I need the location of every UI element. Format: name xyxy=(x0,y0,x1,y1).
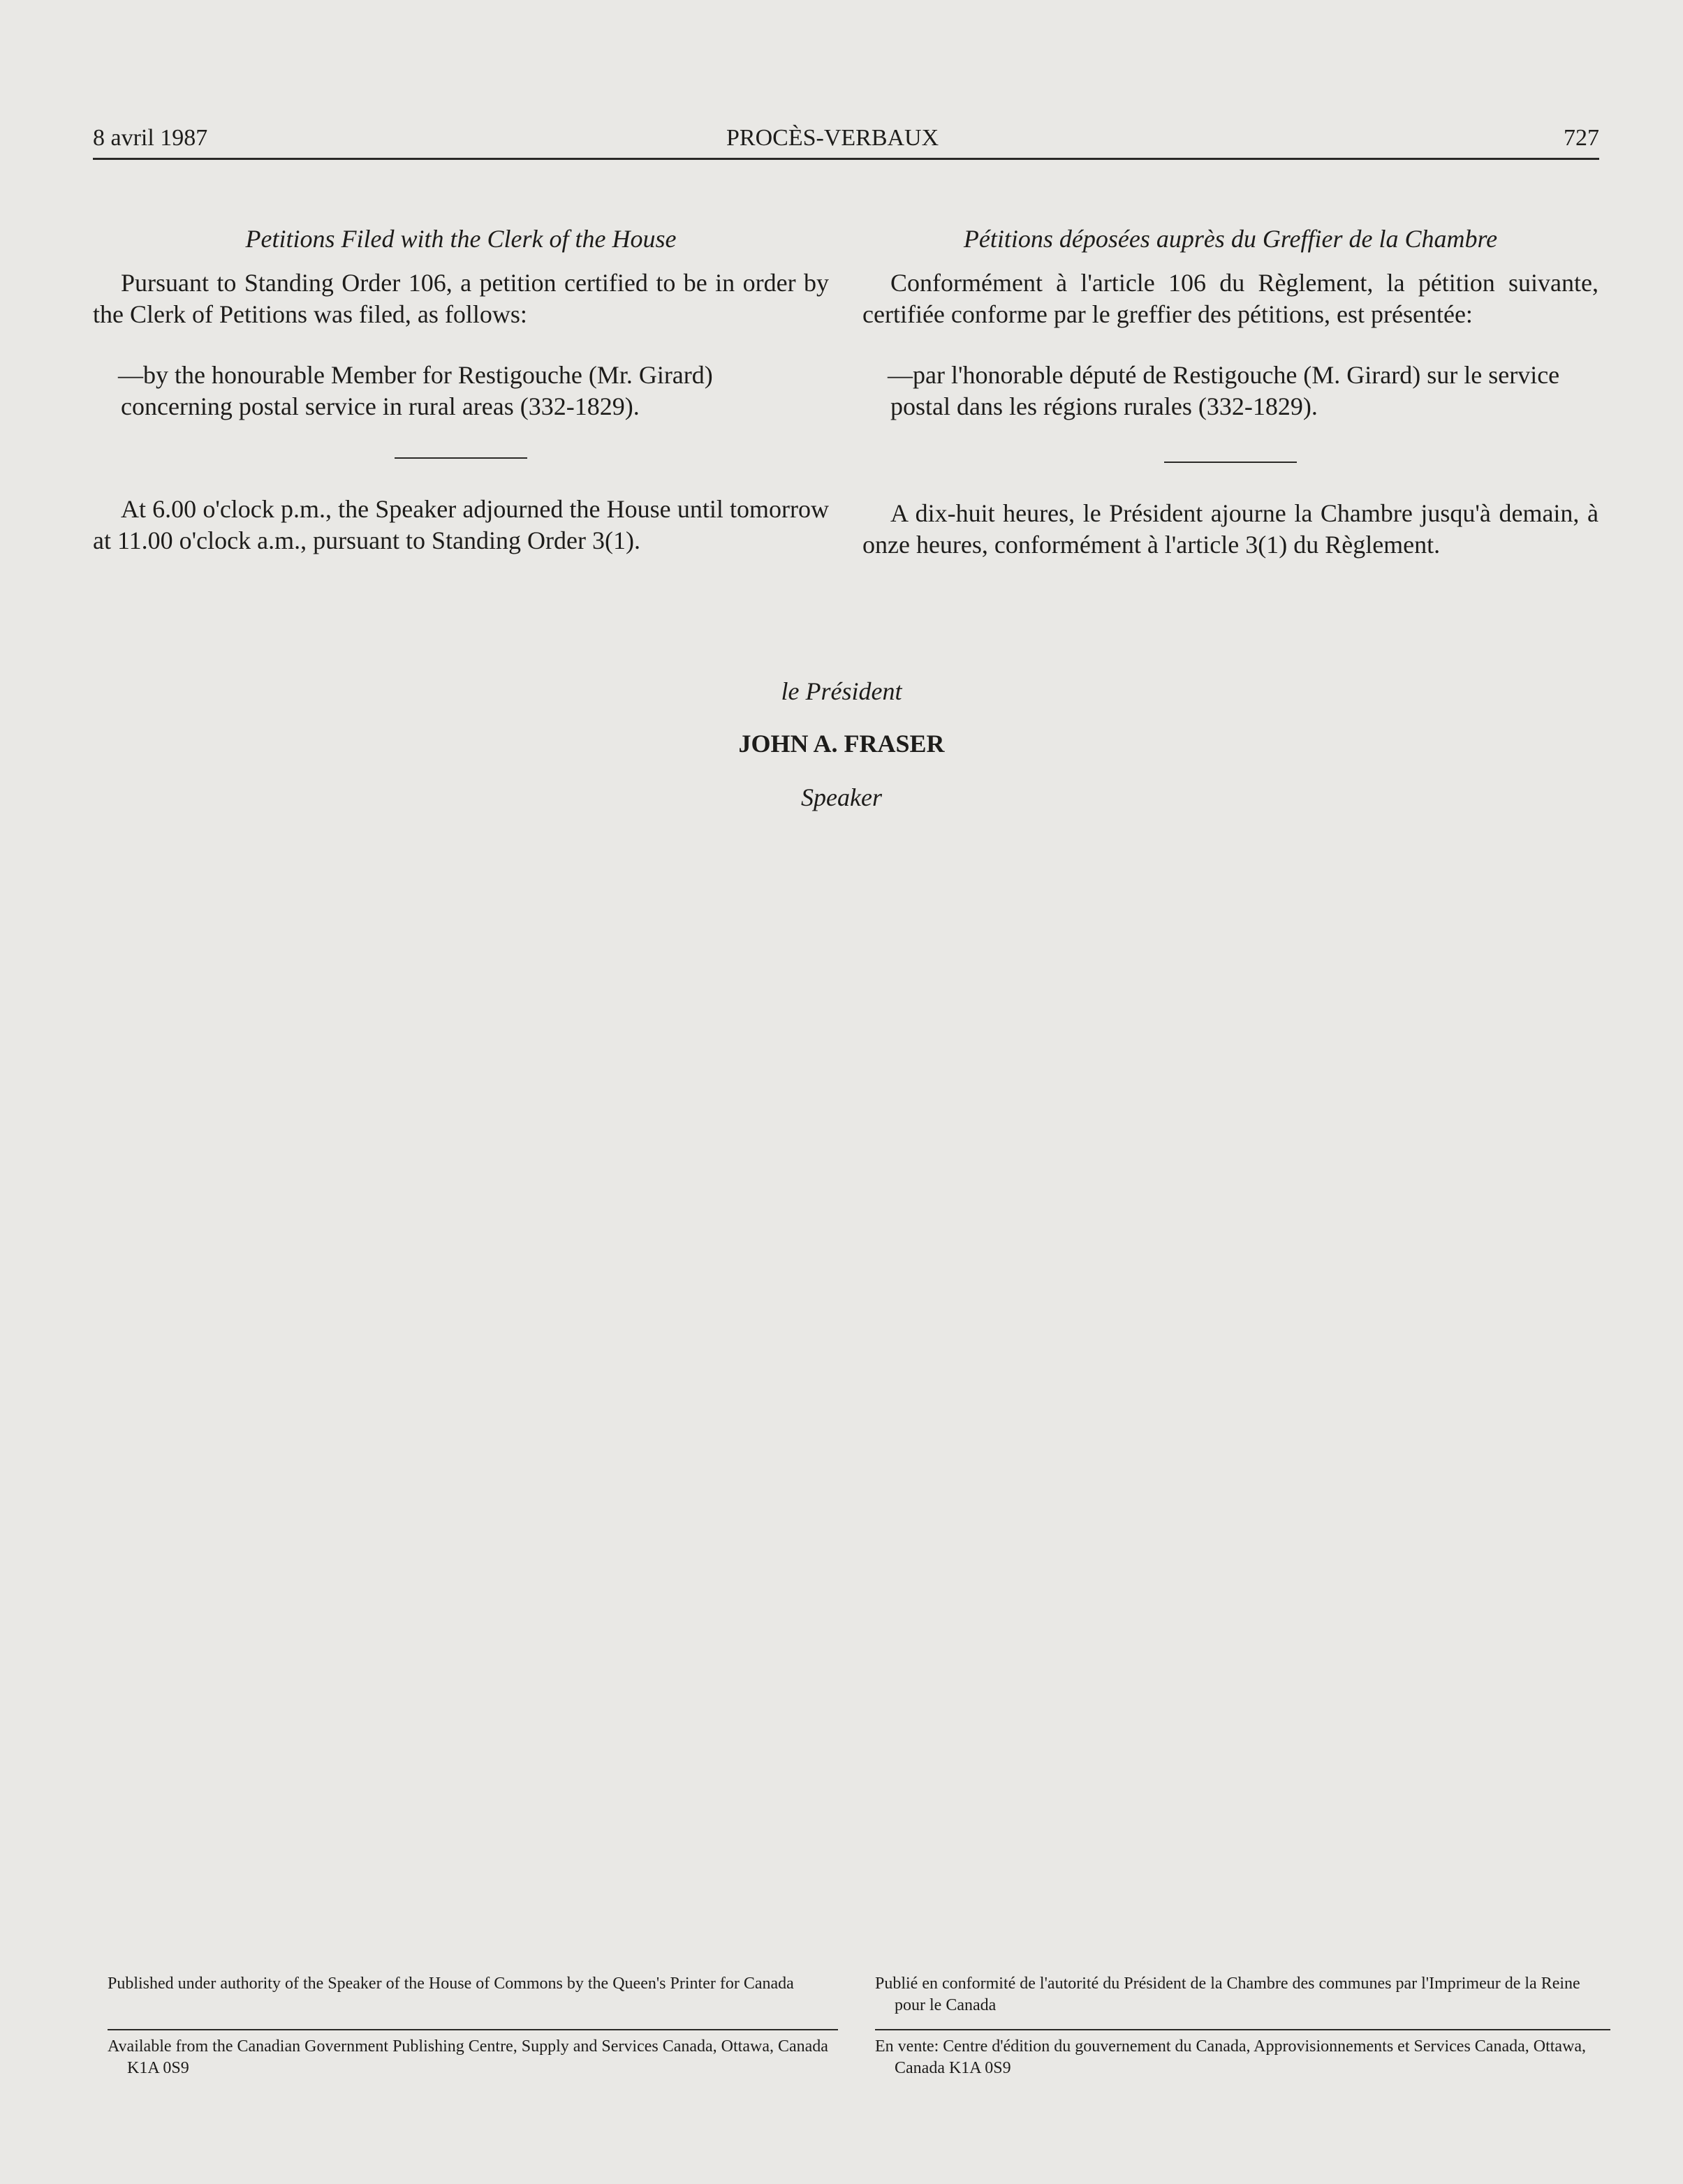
header-title: PROCÈS-VERBAUX xyxy=(726,125,939,151)
footer-published-english xyxy=(108,1973,838,1995)
french-column xyxy=(862,223,1599,561)
header-date: 8 avril 1987 xyxy=(93,125,208,151)
french-adjournment-paragraph: A dix-huit heures, le Président ajourne la Chambre jusqu'à demain, à onze heures, conformément à l'article 3(1) du Règlement. xyxy=(862,499,1599,559)
footer-published-french xyxy=(875,1973,1610,2016)
signature-name: JOHN A. FRASER xyxy=(738,730,945,758)
english-separator-rule xyxy=(395,457,527,459)
show-through-decoration xyxy=(70,887,89,975)
footer-availability-french xyxy=(875,2036,1610,2079)
signature-role-french: le Président xyxy=(781,677,902,705)
english-column xyxy=(93,223,829,556)
footer-availability-french-text: En vente: Centre d'édition du gouvernement du Canada, Approvisionnements et Services Canada, Ottawa, Canada K1A 0S9 xyxy=(875,2037,1587,2077)
header-rule xyxy=(93,158,1599,160)
footer-rule-french xyxy=(875,2029,1610,2030)
footer-published-english-text: Published under authority of the Speaker of the House of Commons by the Queen's Printer for Canada xyxy=(108,1975,794,1993)
english-section-title: Petitions Filed with the Clerk of the House xyxy=(245,225,677,253)
footer-published-french-text: Publié en conformité de l'autorité du Président de la Chambre des communes par l'Imprimeur de la Reine pour le Canada xyxy=(875,1975,1580,2014)
french-separator-rule xyxy=(1164,462,1297,463)
footer-availability-english xyxy=(108,2036,838,2079)
english-adjournment-paragraph: At 6.00 o'clock p.m., the Speaker adjourned the House until tomorrow at 11.00 o'clock a.m., pursuant to Standing Order 3(1). xyxy=(93,495,829,554)
french-petition-item: —par l'honorable député de Restigouche (M. Girard) sur le service postal dans les régions rurales (332-1829). xyxy=(888,361,1560,420)
signature-role-english: Speaker xyxy=(801,783,882,811)
french-section-title: Pétitions déposées auprès du Greffier de la Chambre xyxy=(963,225,1498,253)
english-petition-item: —by the honourable Member for Restigouche (Mr. Girard) concerning postal service in rural areas (332-1829). xyxy=(118,361,713,420)
french-intro-paragraph: Conformément à l'article 106 du Règlement, la pétition suivante, certifiée conforme par le greffier des pétitions, est présentée: xyxy=(862,269,1599,328)
page-number: 727 xyxy=(1564,125,1599,151)
english-intro-paragraph: Pursuant to Standing Order 106, a petition certified to be in order by the Clerk of Petitions was filed, as follows: xyxy=(93,269,829,328)
footer-rule-english xyxy=(108,2029,838,2030)
footer-availability-english-text: Available from the Canadian Government Publishing Centre, Supply and Services Canada, Ottawa, Canada K1A 0S9 xyxy=(108,2037,828,2077)
